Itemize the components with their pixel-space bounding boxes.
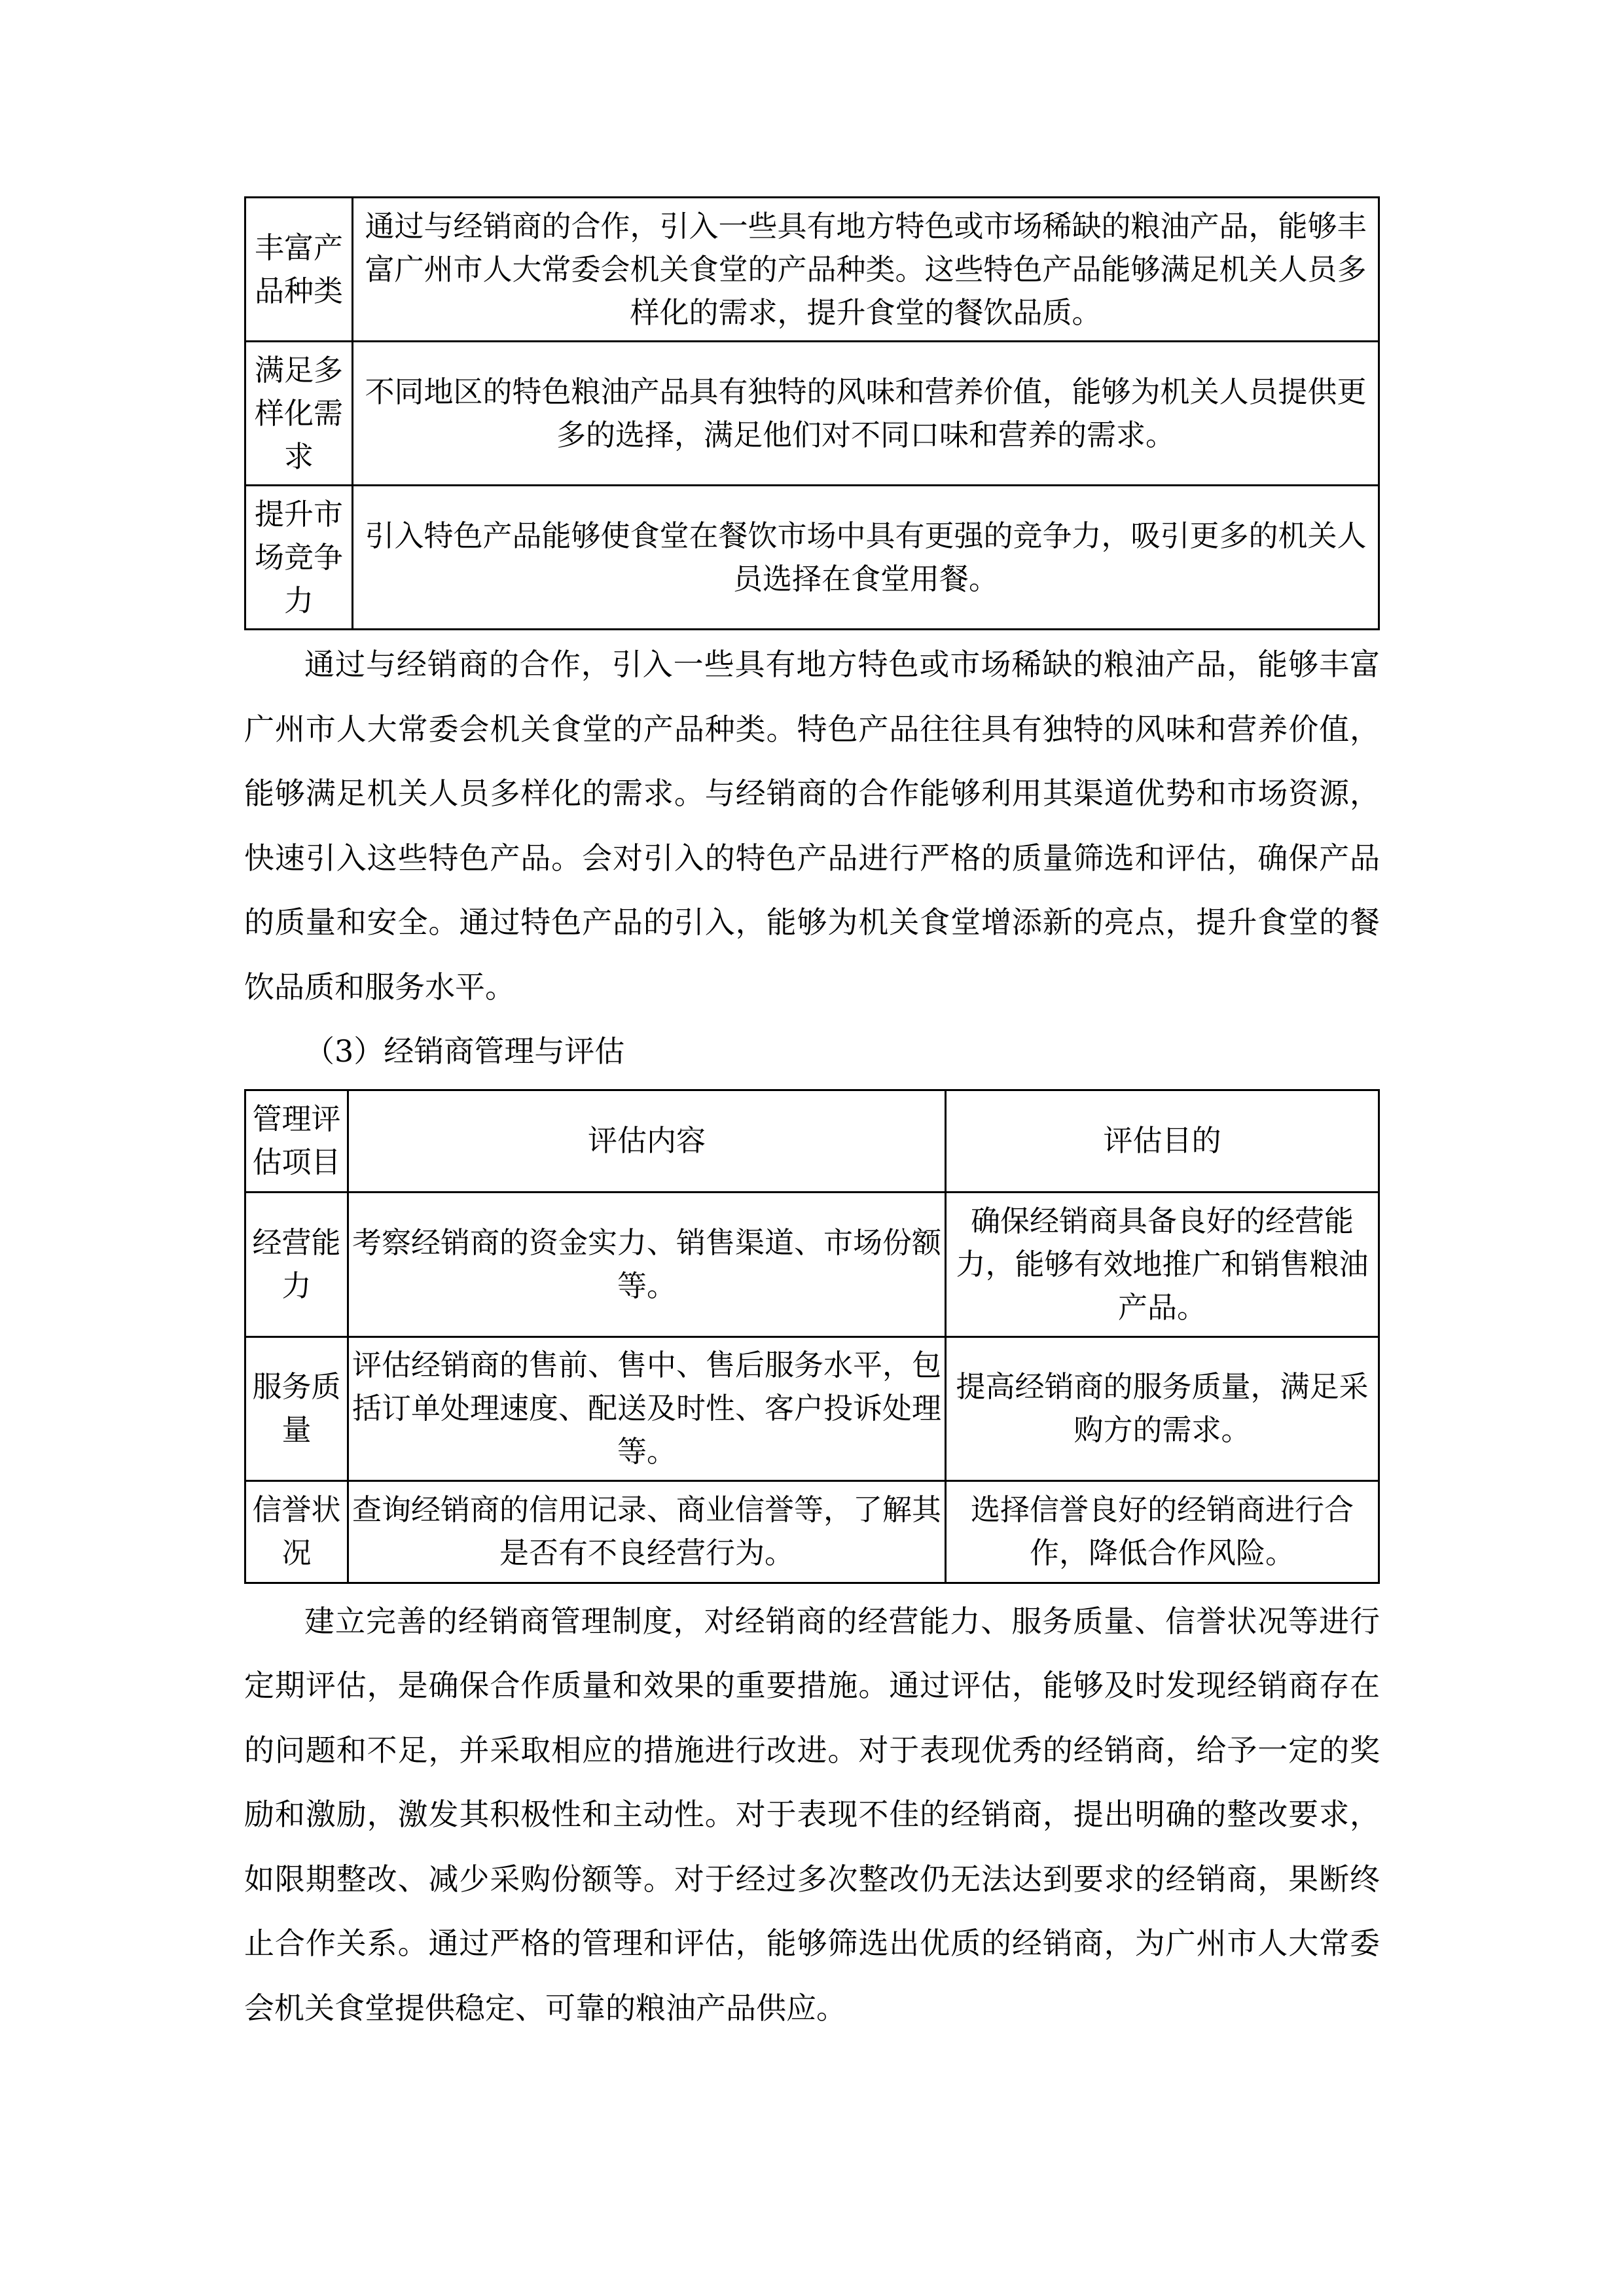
content-cell: 查询经销商的信用记录、商业信誉等，了解其是否有不良经营行为。 bbox=[348, 1480, 946, 1583]
item-cell: 服务质量 bbox=[245, 1336, 348, 1480]
row-label-cell: 满足多样化需求 bbox=[245, 342, 353, 486]
row-content-cell: 通过与经销商的合作，引入一些具有地方特色或市场稀缺的粮油产品，能够丰富广州市人大常委会机关食堂的产品种类。这些特色产品能够满足机关人员多样化的需求，提升食堂的餐饮品质。 bbox=[353, 198, 1379, 342]
row-label-cell: 提升市场竞争力 bbox=[245, 486, 353, 630]
content-cell: 评估经销商的售前、售中、售后服务水平，包括订单处理速度、配送及时性、客户投诉处理等。 bbox=[348, 1336, 946, 1480]
dealer-evaluation-table bbox=[244, 1089, 1380, 1584]
document-page bbox=[244, 196, 1380, 2040]
item-cell: 经营能力 bbox=[245, 1192, 348, 1336]
specialty-products-table bbox=[244, 196, 1380, 630]
table-header-row bbox=[245, 1090, 1379, 1192]
purpose-cell: 确保经销商具备良好的经营能力，能够有效地推广和销售粮油产品。 bbox=[946, 1192, 1379, 1336]
table-row bbox=[245, 1192, 1379, 1336]
header-cell-content: 评估内容 bbox=[348, 1090, 946, 1192]
section-heading: （3）经销商管理与评估 bbox=[304, 1033, 625, 1069]
purpose-cell: 选择信誉良好的经销商进行合作，降低合作风险。 bbox=[946, 1480, 1379, 1583]
row-content-cell: 引入特色产品能够使食堂在餐饮市场中具有更强的竞争力，吸引更多的机关人员选择在食堂用餐。 bbox=[353, 486, 1379, 630]
row-content-cell: 不同地区的特色粮油产品具有独特的风味和营养价值，能够为机关人员提供更多的选择，满足他们对不同口味和营养的需求。 bbox=[353, 342, 1379, 486]
purpose-cell: 提高经销商的服务质量，满足采购方的需求。 bbox=[946, 1336, 1379, 1480]
table-row bbox=[245, 198, 1379, 342]
content-cell: 考察经销商的资金实力、销售渠道、市场份额等。 bbox=[348, 1192, 946, 1336]
table-row bbox=[245, 486, 1379, 630]
table-row bbox=[245, 1480, 1379, 1583]
row-label-cell: 丰富产品种类 bbox=[245, 198, 353, 342]
item-cell: 信誉状况 bbox=[245, 1480, 348, 1583]
header-cell-purpose: 评估目的 bbox=[946, 1090, 1379, 1192]
body-paragraph-dealer-management: 建立完善的经销商管理制度，对经销商的经营能力、服务质量、信誉状况等进行定期评估，是确保合作质量和效果的重要措施。通过评估，能够及时发现经销商存在的问题和不足，并采取相应的措施进行改进。对于表现优秀的经销商，给予一定的奖励和激励，激发其积极性和主动性。对于表现不佳的经销商，提出明确的整改要求，如限期整改、减少采购份额等。对于经过多次整改仍无法达到要求的经销商，果断终止合作关系。通过严格的管理和评估，能够筛选出优质的经销商，为广州市人大常委会机关食堂提供稳定、可靠的粮油产品供应。 bbox=[244, 1603, 1380, 2026]
table-row bbox=[245, 342, 1379, 486]
body-paragraph-specialty-products: 通过与经销商的合作，引入一些具有地方特色或市场稀缺的粮油产品，能够丰富广州市人大常委会机关食堂的产品种类。特色产品往往具有独特的风味和营养价值，能够满足机关人员多样化的需求。与经销商的合作能够利用其渠道优势和市场资源，快速引入这些特色产品。会对引入的特色产品进行严格的质量筛选和评估，确保产品的质量和安全。通过特色产品的引入，能够为机关食堂增添新的亮点，提升食堂的餐饮品质和服务水平。 bbox=[244, 647, 1380, 1005]
table-row bbox=[245, 1336, 1379, 1480]
header-cell-item: 管理评估项目 bbox=[245, 1090, 348, 1192]
